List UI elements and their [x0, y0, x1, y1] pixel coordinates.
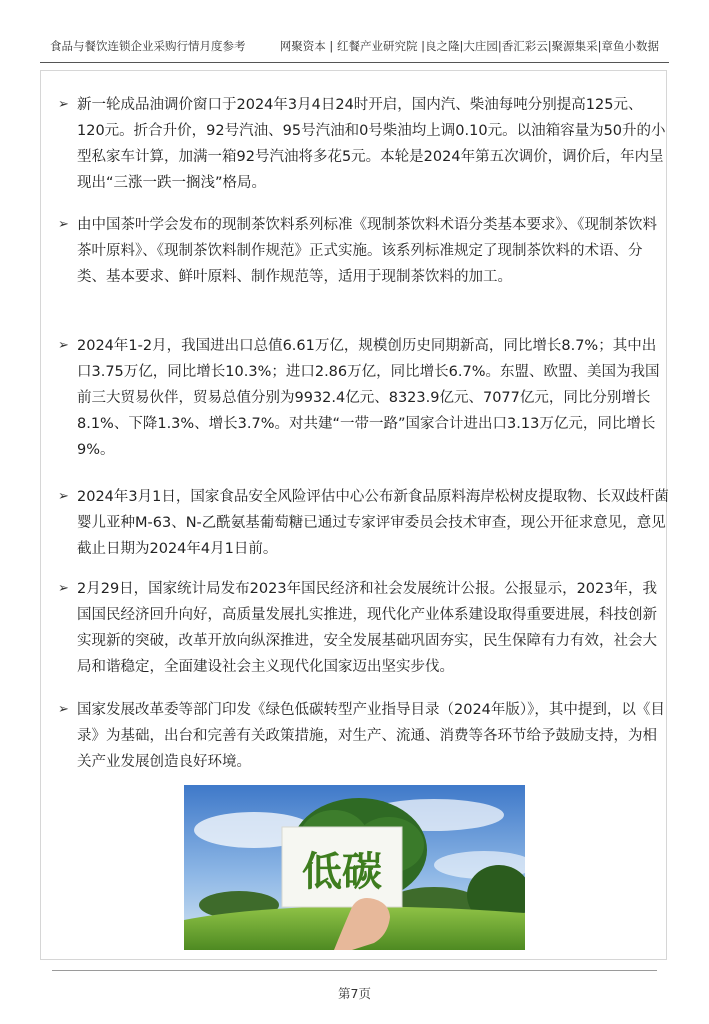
news-item-text: 由中国茶叶学会发布的现制茶饮料系列标准《现制茶饮料术语分类基本要求》、《现制茶饮料茶叶原料》、《现制茶饮料制作规范》正式实施。该系列标准规定了现制茶饮料的术语、分类、基本要求、鲜叶原料、制作规范等，适用于现制茶饮料的加工。 [77, 217, 657, 285]
news-item-tea-standard [58, 212, 670, 290]
news-item-food-safety [58, 484, 670, 562]
header-title: 食品与餐饮连锁企业采购行情月度参考 [50, 39, 246, 53]
page-header [50, 38, 659, 58]
header-divider [40, 62, 669, 63]
low-carbon-photo [184, 785, 525, 950]
news-item-statistics [58, 576, 670, 680]
arrow-bullet-icon: ➢ [58, 338, 69, 353]
news-item-trade [58, 333, 670, 463]
news-item-low-carbon [58, 697, 670, 775]
arrow-bullet-icon: ➢ [58, 581, 69, 596]
news-item-text: 新一轮成品油调价窗口于2024年3月4日24时开启，国内汽、柴油每吨分别提高125元、120元。折合升价，92号汽油、95号汽油和0号柴油均上调0.10元。以油箱容量为50升的小型私家车计算，加满一箱92号汽油将多花5元。本轮是2024年第五次调价，调价后，年内呈现出“三涨一跌一搁浅”格局。 [77, 97, 666, 191]
news-item-text: 2024年1-2月，我国进出口总值6.61万亿，规模创历史同期新高，同比增长8.7%；其中出口3.75万亿，同比增长10.3%；进口2.86万亿，同比增长6.7%。东盟、欧盟、美国为我国前三大贸易伙伴，贸易总值分别为9932.4亿元、8323.9亿元、7077亿元，同比分别增长8.1%、下降1.3%、增长3.7%。对共建“一带一路”国家合计进出口3.13万亿元，同比增长9%。 [77, 338, 660, 458]
header-sources: 网聚资本 | 红餐产业研究院 |良之隆|大庄园|香汇彩云|聚源集采|章鱼小数据 [279, 39, 659, 53]
arrow-bullet-icon: ➢ [58, 489, 69, 504]
news-item-text: 2024年3月1日，国家食品安全风险评估中心公布新食品原料海岸松树皮提取物、长双歧杆菌婴儿亚种M-63、N-乙酰氨基葡萄糖已通过专家评审委员会技术审查，现公开征求意见，意见截止日期为2024年4月1日前。 [77, 489, 669, 557]
news-item-text: 国家发展改革委等部门印发《绿色低碳转型产业指导目录（2024年版）》，其中提到，以《目录》为基础，出台和完善有关政策措施，对生产、流通、消费等各环节给予鼓励支持，为相关产业发展创造良好环境。 [77, 702, 665, 770]
arrow-bullet-icon: ➢ [58, 217, 69, 232]
footer-divider [52, 970, 657, 971]
news-item-text: 2月29日，国家统计局发布2023年国民经济和社会发展统计公报。公报显示，2023年，我国国民经济回升向好，高质量发展扎实推进，现代化产业体系建设取得重要进展，科技创新实现新的突破，改革开放向纵深推进，安全发展基础巩固夯实，民生保障有力有效，社会大局和谐稳定，全面建设社会主义现代化国家迈出坚实步伐。 [77, 581, 657, 675]
arrow-bullet-icon: ➢ [58, 702, 69, 717]
arrow-bullet-icon: ➢ [58, 97, 69, 112]
page-number: 第7页 [338, 986, 371, 1001]
news-item-fuel-price [58, 92, 670, 196]
sign-text: 低碳 [302, 849, 382, 895]
